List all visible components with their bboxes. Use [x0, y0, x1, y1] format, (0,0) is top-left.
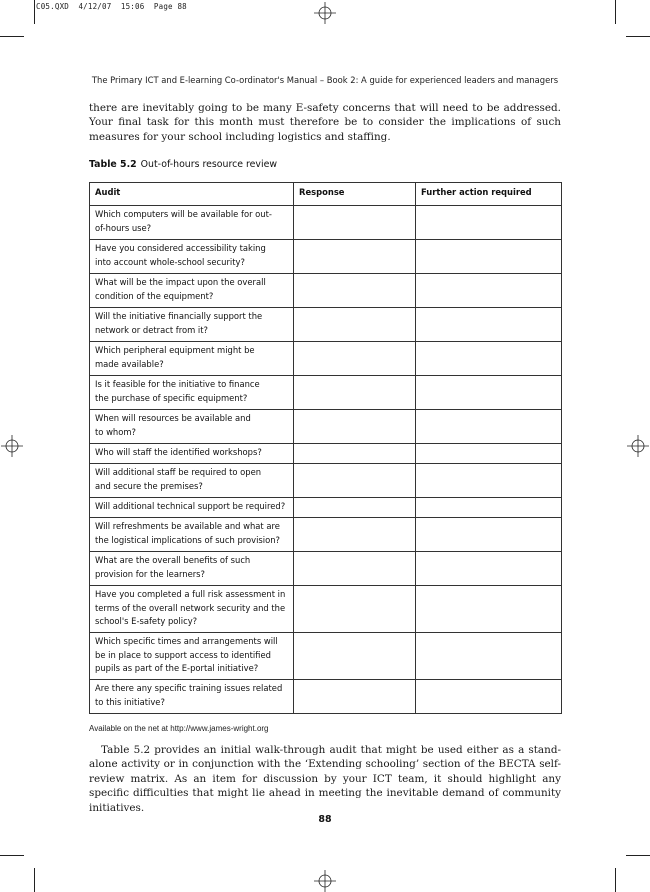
- further-action-cell: [416, 342, 562, 376]
- further-action-cell: [416, 498, 562, 518]
- further-action-cell: [416, 308, 562, 342]
- response-cell: [294, 680, 416, 714]
- response-cell: [294, 498, 416, 518]
- print-slug: C05.QXD 4/12/07 15:06 Page 88: [36, 2, 187, 11]
- crop-mark-top-right-v: [615, 0, 616, 24]
- response-cell: [294, 308, 416, 342]
- audit-question: Are there any specific training issues related to this initiative?: [90, 680, 294, 714]
- audit-question: Will refreshments be available and what are the logistical implications of such provision?: [90, 518, 294, 552]
- table-row: [90, 464, 562, 498]
- table-row: [90, 308, 562, 342]
- further-action-cell: [416, 518, 562, 552]
- running-head: The Primary ICT and E-learning Co-ordinator's Manual – Book 2: A guide for experienced leaders and managers: [91, 75, 559, 85]
- response-cell: [294, 633, 416, 680]
- registration-mark-bottom-icon: [314, 870, 336, 892]
- audit-question: Have you considered accessibility taking into account whole-school security?: [90, 240, 294, 274]
- further-action-cell: [416, 633, 562, 680]
- further-action-cell: [416, 680, 562, 714]
- response-cell: [294, 464, 416, 498]
- response-cell: [294, 274, 416, 308]
- audit-question: Which specific times and arrangements will be in place to support access to identified pupils as part of the E-portal initiative?: [90, 633, 294, 680]
- registration-mark-top-icon: [314, 2, 336, 24]
- table-row: [90, 552, 562, 586]
- audit-question: Who will staff the identified workshops?: [90, 444, 294, 464]
- further-action-cell: [416, 206, 562, 240]
- response-cell: [294, 376, 416, 410]
- crop-mark-top-left-v: [34, 0, 35, 24]
- response-cell: [294, 586, 416, 633]
- response-cell: [294, 552, 416, 586]
- table-row: [90, 410, 562, 444]
- table-row: [90, 274, 562, 308]
- further-action-cell: [416, 240, 562, 274]
- crop-mark-bottom-left-v: [34, 868, 35, 892]
- audit-question: Will additional staff be required to open and secure the premises?: [90, 464, 294, 498]
- audit-question: Will additional technical support be required?: [90, 498, 294, 518]
- table-row: [90, 240, 562, 274]
- column-header-response: Response: [294, 183, 416, 206]
- further-action-cell: [416, 376, 562, 410]
- registration-mark-left-icon: [1, 435, 23, 457]
- audit-table: [89, 182, 562, 714]
- column-header-further-action: Further action required: [416, 183, 562, 206]
- table-caption: [89, 159, 277, 170]
- audit-question: When will resources be available and to whom?: [90, 410, 294, 444]
- audit-question: Is it feasible for the initiative to finance the purchase of specific equipment?: [90, 376, 294, 410]
- audit-question: Have you completed a full risk assessment in terms of the overall network security and the school's E-safety policy?: [90, 586, 294, 633]
- further-action-cell: [416, 552, 562, 586]
- table-row: [90, 342, 562, 376]
- response-cell: [294, 444, 416, 464]
- registration-mark-right-icon: [627, 435, 649, 457]
- table-caption-number: Table 5.2: [89, 159, 137, 170]
- audit-question: What are the overall benefits of such provision for the learners?: [90, 552, 294, 586]
- further-action-cell: [416, 274, 562, 308]
- response-cell: [294, 518, 416, 552]
- table-row: [90, 444, 562, 464]
- table-row: [90, 633, 562, 680]
- response-cell: [294, 342, 416, 376]
- response-cell: [294, 410, 416, 444]
- audit-question: Will the initiative financially support the network or detract from it?: [90, 308, 294, 342]
- audit-question: Which computers will be available for out- of-hours use?: [90, 206, 294, 240]
- column-header-audit: Audit: [90, 183, 294, 206]
- crop-mark-bottom-right-v: [615, 868, 616, 892]
- response-cell: [294, 206, 416, 240]
- body-paragraph: there are inevitably going to be many E-safety concerns that will need to be addressed. Your final task for this month must therefore be to consider the implications of such measures for your school including logistics and staffing.: [89, 102, 561, 143]
- table-row: [90, 498, 562, 518]
- crop-mark-top-left-h: [0, 36, 24, 37]
- table-row: [90, 206, 562, 240]
- table-row: [90, 680, 562, 714]
- further-action-cell: [416, 586, 562, 633]
- crop-mark-bottom-right-h: [626, 855, 650, 856]
- crop-mark-top-right-h: [626, 36, 650, 37]
- table-row: [90, 518, 562, 552]
- table-row: [90, 586, 562, 633]
- body-paragraph: Table 5.2 provides an initial walk-through audit that might be used either as a stand-alone activity or in conjunction with the ‘Extending schooling’ section of the BECTA self-review matrix. As an item for discussion by your ICT team, it should highlight any specific difficulties that might lie ahead in meeting the inevitable demand of community initiatives.: [89, 744, 561, 814]
- crop-mark-bottom-left-h: [0, 855, 24, 856]
- further-action-cell: [416, 464, 562, 498]
- audit-question: Which peripheral equipment might be made available?: [90, 342, 294, 376]
- page-number: 88: [318, 814, 332, 825]
- audit-question: What will be the impact upon the overall condition of the equipment?: [90, 274, 294, 308]
- table-row: [90, 376, 562, 410]
- table-header-row: [90, 183, 562, 206]
- table-caption-title: Out-of-hours resource review: [140, 159, 278, 170]
- further-action-cell: [416, 444, 562, 464]
- response-cell: [294, 240, 416, 274]
- further-action-cell: [416, 410, 562, 444]
- source-note: Available on the net at http://www.james-wright.org: [89, 724, 269, 733]
